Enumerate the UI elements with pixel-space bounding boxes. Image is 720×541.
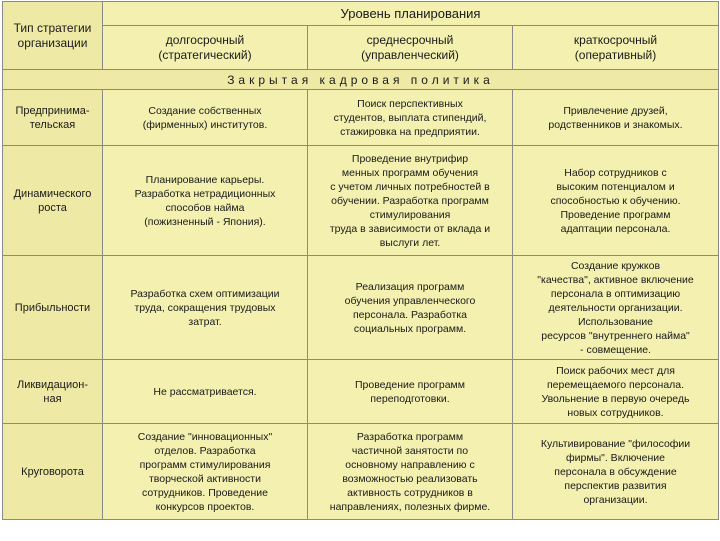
table-row bbox=[3, 146, 719, 256]
cell-mid-term: Реализация программ обучения управленческого персонала. Разработка социальных программ. bbox=[308, 256, 513, 360]
cell-long-term: Не рассматривается. bbox=[103, 360, 308, 424]
cell-long-term: Создание "инновационных" отделов. Разработка программ стимулирования творческой активности сотрудников. Проведение конкурсов проектов. bbox=[103, 424, 308, 520]
table-row bbox=[3, 360, 719, 424]
row-type: Предпринима- тельская bbox=[3, 90, 103, 146]
column-header-long-term: долгосрочный (стратегический) bbox=[103, 26, 308, 70]
cell-mid-term: Разработка программ частичной занятости по основному направлению с возможностью реализовать активность сотрудников в направлениях, полезных фирме. bbox=[308, 424, 513, 520]
level-header: Уровень планирования bbox=[103, 2, 719, 26]
row-type: Прибыльности bbox=[3, 256, 103, 360]
row-type: Круговорота bbox=[3, 424, 103, 520]
cell-short-term: Культивирование "философии фирмы". Включение персонала в обсуждение перспектив развития организации. bbox=[513, 424, 719, 520]
cell-mid-term: Проведение внутрифир менных программ обучения с учетом личных потребностей в обучении. Разработка программ стимулирования труда в зависимости от вклада и выслуги лет. bbox=[308, 146, 513, 256]
cell-short-term: Привлечение друзей, родственников и знакомых. bbox=[513, 90, 719, 146]
column-header-mid-term: среднесрочный (управленческий) bbox=[308, 26, 513, 70]
cell-long-term: Планирование карьеры. Разработка нетрадиционных способов найма (пожизненный - Япония). bbox=[103, 146, 308, 256]
cell-short-term: Поиск рабочих мест для перемещаемого персонала. Увольнение в первую очередь новых сотрудников. bbox=[513, 360, 719, 424]
cell-short-term: Набор сотрудников с высоким потенциалом и способностью к обучению. Проведение программ адаптации персонала. bbox=[513, 146, 719, 256]
strategy-table bbox=[2, 1, 719, 520]
table-row bbox=[3, 90, 719, 146]
cell-short-term: Создание кружков "качества", активное включение персонала в оптимизацию деятельности организации. Использование ресурсов "внутреннего найма" - совмещение. bbox=[513, 256, 719, 360]
cell-long-term: Разработка схем оптимизации труда, сокращения трудовых затрат. bbox=[103, 256, 308, 360]
column-header-short-term: краткосрочный (оперативный) bbox=[513, 26, 719, 70]
row-type: Динамического роста bbox=[3, 146, 103, 256]
table-row bbox=[3, 256, 719, 360]
cell-mid-term: Проведение программ переподготовки. bbox=[308, 360, 513, 424]
cell-long-term: Создание собственных (фирменных) институтов. bbox=[103, 90, 308, 146]
type-header: Тип стратегии организации bbox=[3, 2, 103, 70]
row-type: Ликвидацион- ная bbox=[3, 360, 103, 424]
cell-mid-term: Поиск перспективных студентов, выплата стипендий, стажировка на предприятии. bbox=[308, 90, 513, 146]
policy-banner: Закрытая кадровая политика bbox=[3, 70, 719, 90]
table-row bbox=[3, 424, 719, 520]
